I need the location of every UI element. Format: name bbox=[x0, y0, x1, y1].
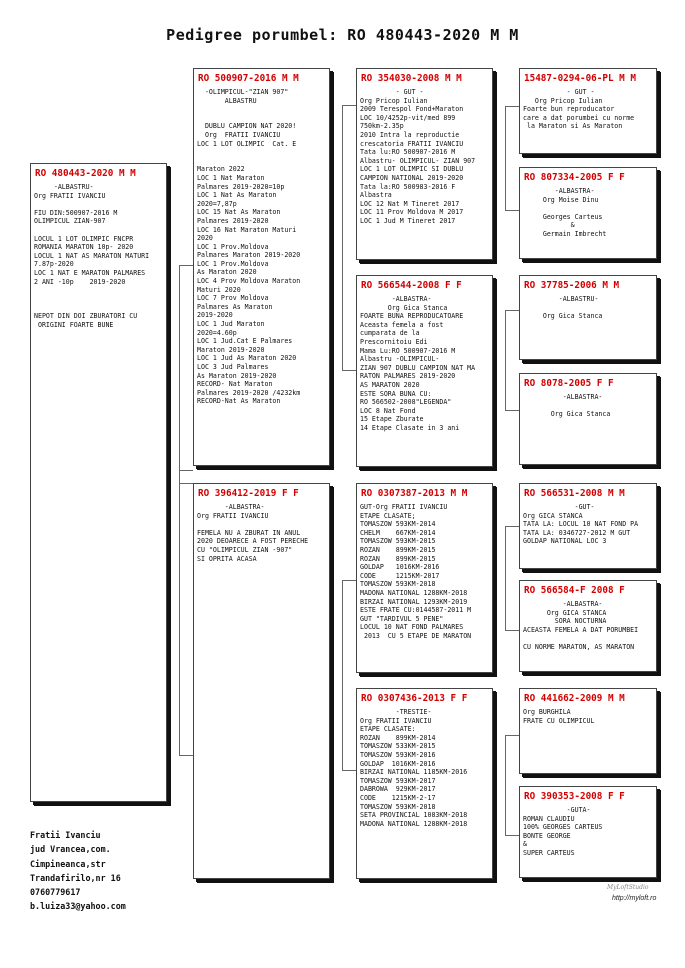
pedigree-notes: -ALBASTRU- Org Gica Stanca bbox=[542, 295, 603, 321]
ring-number: 15487-0294-06-PL M M bbox=[524, 73, 636, 84]
ring-number: RO 390353-2008 F F bbox=[524, 791, 625, 802]
owner-contact: Fratii Ivanciu jud Vrancea,com. Cimpineanca,str Trandafirilo,nr 16 0760779617 b.luiza33@yahoo.com bbox=[30, 830, 126, 912]
page-title: Pedigree porumbel: RO 480443-2020 M M bbox=[166, 26, 519, 44]
pedigree-notes: -ALBASTRA- Org GICA STANCA SORA NOCTURNA ACEASTA FEMELA A DAT PORUMBEI CU NORME MARATON, AS MARATON bbox=[523, 600, 639, 651]
connector bbox=[505, 310, 519, 311]
connector bbox=[505, 526, 519, 527]
footer-url: http://myloft.ro bbox=[612, 895, 657, 902]
connector bbox=[505, 735, 506, 835]
ring-number: RO 566544-2008 F F bbox=[361, 280, 462, 291]
ring-number: RO 807334-2005 F F bbox=[524, 172, 625, 183]
ring-number: RO 396412-2019 F F bbox=[198, 488, 299, 499]
connector bbox=[179, 265, 193, 266]
ring-number: RO 500907-2016 M M bbox=[198, 73, 299, 84]
connector bbox=[505, 630, 519, 631]
connector bbox=[505, 106, 506, 210]
connector bbox=[342, 105, 356, 106]
pedigree-notes: -TRESTIE- Org FRATII IVANCIU ETAPE CLASATE: ROZAN 899KM-2014 TOMASZOW 533KM-2015 TOMASZOW 593KM-2016 GOLDAP 1016KM-2016 BIRZAI NATIONAL 1185KM-2016 TOMASZOW 593KM-2017 DABROWA 929KM-2017 CODE 1215KM-2-17 TOMASZOW 593KM-2018 SETA PROVINCIAL 1083KM-2018 MADONA NATIONAL 1288KM-2018 bbox=[360, 708, 468, 828]
dam-sire-card bbox=[356, 483, 493, 673]
sire-card bbox=[193, 68, 330, 466]
pedigree-notes: -GUTA- ROMAN CLAUDIU 100% GEORGES CARTEUS BONTE GEORGE & SUPER CARTEUS bbox=[523, 806, 603, 857]
ring-number: RO 37785-2006 M M bbox=[524, 280, 620, 291]
ring-number: RO 8078-2005 F F bbox=[524, 378, 614, 389]
connector bbox=[342, 370, 356, 371]
signature-logo: MyLoftStudio bbox=[607, 884, 649, 891]
sire-sire-dam-card bbox=[519, 167, 657, 259]
pedigree-notes: -ALBASTRA- Org FRATII IVANCIU FEMELA NU A ZBURAT IN ANUL 2020 DEOARECE A FOST PERECHE CU "OLIMPICUL ZIAN -907" SI OPRITA ACASA bbox=[197, 503, 309, 563]
sire-dam-dam-card bbox=[519, 373, 657, 465]
pedigree-notes: -ALBASTRU- Org FRATII IVANCIU FIU DIN:500907-2016 M OLIMPICUL ZIAN-907 LOCUL 1 LOT OLIMPIC FNCPR ROMANIA MARATON 10p- 2020 LOCUL 1 NAT AS MARATON MATURI 7.87p-2020 LOC 1 NAT E MARATON PALMARES 2 ANI -10p 2019-2020 NEPOT DIN DOI ZBURATORI CU ORIGINI FOARTE BUNE bbox=[34, 183, 150, 329]
pedigree-notes: GUT-Org FRATII IVANCIU ETAPE CLASATE; TOMASZOW 593KM-2014 CHELM 667KM-2014 TOMASZOW 593KM-2015 ROZAN 899KM-2015 ROZAN 899KM-2015 GOLDAP 1016KM-2016 CODE 1215KM-2017 TOMASZOW 593KM-2018 MADONA NATIONAL 1288KM-2018 BIRZAI NATIONAL 1293KM-2019 ESTE FRATE CU:0144587-2011 M GUT "TARDIVUL 5 PENE" LOCUL 10 NAT FOND PALMARES 2013 CU 5 ETAPE DE MARATON bbox=[360, 503, 472, 640]
sire-dam-card bbox=[356, 275, 493, 467]
connector bbox=[505, 210, 519, 211]
ring-number: RO 0307387-2013 M M bbox=[361, 488, 468, 499]
connector bbox=[179, 265, 180, 755]
connector bbox=[342, 770, 356, 771]
connector bbox=[505, 835, 519, 836]
connector bbox=[505, 106, 519, 107]
ring-number: RO 0307436-2013 F F bbox=[361, 693, 468, 704]
ring-number: RO 566584-F 2008 F bbox=[524, 585, 625, 596]
dam-dam-card bbox=[356, 688, 493, 879]
connector bbox=[342, 580, 356, 581]
pedigree-notes: -ALBASTRA- Org Gica Stanca FOARTE BUNA REPRODUCATOARE Aceasta femela a fost cumparata de la Prescornitoiu Edi Mama Lu:RO 500907-2016 M Albastru -OLIMPICUL- ZIAN 907 DUBLU CAMPION NAT MA RATON PALMARES 2019-2020 AS MARATON 2020 ESTE SORA BUNA CU: RO 566502-2008"LEGENDA" LOC 8 Nat Fond 15 Etape Zburate 14 Etape Clasate in 3 ani bbox=[360, 295, 476, 432]
connector bbox=[505, 310, 506, 410]
dam-dam-dam-card bbox=[519, 786, 657, 878]
dam-sire-dam-card bbox=[519, 580, 657, 672]
ring-number: RO 441662-2009 M M bbox=[524, 693, 625, 704]
subject-card bbox=[30, 163, 167, 802]
connector bbox=[179, 755, 193, 756]
sire-sire-sire-card bbox=[519, 68, 657, 154]
dam-dam-sire-card bbox=[519, 688, 657, 774]
sire-sire-card bbox=[356, 68, 493, 260]
connector bbox=[342, 105, 343, 370]
pedigree-notes: -OLIMPICUL-"ZIAN 907" ALBASTRU DUBLU CAMPION NAT 2020! Org FRATII IVANCIU LOC 1 LOT OLIMPIC Cat. E Maraton 2022 LOC 1 Nat Maraton Palmares 2019-2020=10p LOC 1 Nat As Maraton 2020=7,87p LOC 15 Nat As Maraton Palmares 2019-2020 LOC 16 Nat Maraton Maturi 2020 LOC 1 Prov.Moldova Palmares Maraton 2019-2020 LOC 1 Prov.Moldova As Maraton 2020 LOC 4 Prov Moldova Maraton Maturi 2020 LOC 7 Prov Moldova Palmares As Maraton 2019-2020 LOC 1 Jud Maraton 2020=4.60p LOC 1 Jud.Cat E Palmares Maraton 2019-2020 LOC 1 Jud As Maraton 2020 LOC 3 Jud Palmares As Maraton 2019-2020 RECORD- Nat Maraton Palmares 2019-2020 /4232km RECORD-Nat As Maraton bbox=[197, 88, 301, 406]
pedigree-notes: -GUT- Org GICA STANCA TATA LA: LOCUL 10 NAT FOND PA TATA LA: 0346727-2012 M GUT GOLDAP NATIONAL LOC 3 bbox=[523, 503, 639, 546]
sire-dam-sire-card bbox=[519, 275, 657, 360]
connector bbox=[342, 580, 343, 770]
pedigree-notes: -ALBASTRA- Org Moise Dinu Georges Carteus & Germain Imbrecht bbox=[542, 187, 607, 238]
connector bbox=[505, 526, 506, 630]
ring-number: RO 354030-2008 M M bbox=[361, 73, 462, 84]
ring-number: RO 480443-2020 M M bbox=[35, 168, 136, 179]
connector bbox=[505, 410, 519, 411]
dam-sire-sire-card bbox=[519, 483, 657, 569]
dam-card bbox=[193, 483, 330, 879]
ring-number: RO 566531-2008 M M bbox=[524, 488, 625, 499]
connector bbox=[179, 483, 193, 484]
pedigree-notes: - GUT - Org Pricop Iulian 2009 Terespol Fond+Maraton LOC 10/4252p-vit/med 899 750km-2.35p 2010 Intra la reproductie crescatoria FRATII IVANCIU Tata lu:RO 500907-2016 M Albastru- OLIMPICUL- ZIAN 907 LOC 1 LOT OLIMPIC SI DUBLU CAMPION NATIONAL 2019-2020 Tata la:RO 500983-2016 F Albastra LOC 12 Nat M Tineret 2017 LOC 11 Prov Moldova M 2017 LOC 1 Jud M Tineret 2017 bbox=[360, 88, 476, 225]
pedigree-notes: Org BURGHILA FRATE CU OLIMPICUL bbox=[523, 708, 595, 725]
pedigree-notes: -ALBASTRA- Org Gica Stanca bbox=[550, 393, 611, 419]
pedigree-notes: - GUT - Org Pricop Iulian Foarte bun reproducator care a dat porumbei cu norme la Maraton si As Maraton bbox=[523, 88, 635, 131]
connector bbox=[505, 735, 519, 736]
connector bbox=[179, 470, 193, 471]
